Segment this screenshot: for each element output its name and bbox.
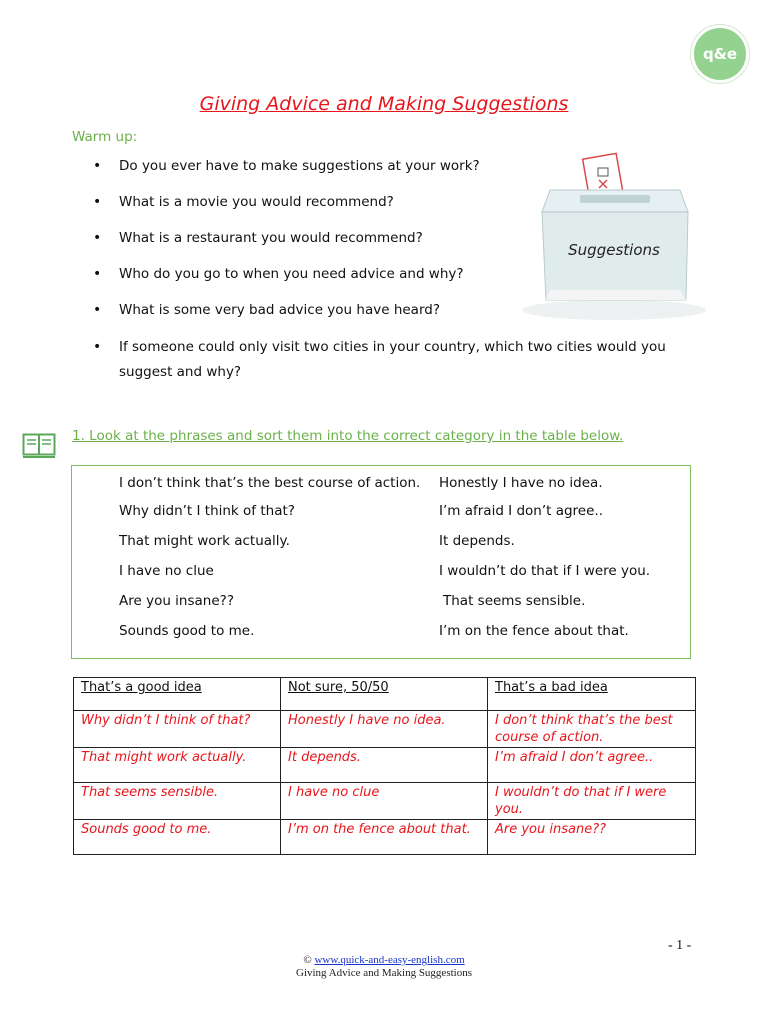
table-cell: Why didn’t I think of that?	[74, 711, 281, 748]
phrase-item: That might work actually.	[119, 533, 290, 549]
suggestion-box-illustration	[520, 150, 708, 325]
table-row	[74, 820, 696, 855]
phrase-item: Honestly I have no idea.	[439, 475, 603, 491]
phrase-item: Sounds good to me.	[119, 623, 255, 639]
phrase-item: Are you insane??	[119, 593, 234, 609]
bullet-icon: •	[93, 230, 102, 246]
website-link[interactable]: www.quick-and-easy-english.com	[314, 954, 465, 966]
qe-logo	[691, 25, 749, 83]
table-cell: That seems sensible.	[74, 783, 281, 820]
warmup-question: • If someone could only visit two cities in your country, which two cities would you suggest and why?	[93, 335, 683, 385]
table-cell: Honestly I have no idea.	[281, 711, 488, 748]
warmup-question: • What is some very bad advice you have heard?	[93, 298, 683, 323]
bullet-icon: •	[93, 194, 102, 210]
table-cell: Sounds good to me.	[74, 820, 281, 855]
table-cell: I’m afraid I don’t agree..	[488, 748, 696, 783]
copyright-symbol: ©	[303, 954, 312, 966]
table-cell: I wouldn’t do that if I were you.	[488, 783, 696, 820]
phrase-item: I’m on the fence about that.	[439, 623, 629, 639]
book-icon	[22, 433, 56, 459]
exercise-instruction: 1. Look at the phrases and sort them into the correct category in the table below.	[72, 428, 624, 444]
bullet-icon: •	[93, 339, 102, 355]
column-header-good: That’s a good idea	[74, 678, 281, 711]
footer-subtitle: Giving Advice and Making Suggestions	[296, 967, 472, 979]
bullet-icon: •	[93, 266, 102, 282]
phrase-item: I wouldn’t do that if I were you.	[439, 563, 651, 579]
warmup-question: • What is a restaurant you would recommend?	[93, 226, 683, 251]
table-cell: I don’t think that’s the best course of action.	[488, 711, 696, 748]
warmup-question: • Who do you go to when you need advice and why?	[93, 262, 683, 287]
answer-table	[73, 677, 696, 855]
page-title: Giving Advice and Making Suggestions	[199, 93, 569, 115]
table-row	[74, 748, 696, 783]
warmup-heading: Warm up:	[72, 129, 138, 145]
table-cell: I’m on the fence about that.	[281, 820, 488, 855]
page-number: - 1 -	[668, 938, 692, 953]
table-row	[74, 783, 696, 820]
phrase-item: Why didn’t I think of that?	[119, 503, 295, 519]
table-cell: That might work actually.	[74, 748, 281, 783]
table-cell: I have no clue	[281, 783, 488, 820]
table-row	[74, 711, 696, 748]
table-cell: It depends.	[281, 748, 488, 783]
phrase-item: I’m afraid I don’t agree..	[439, 503, 603, 519]
table-header-row	[74, 678, 696, 711]
warmup-question: • What is a movie you would recommend?	[93, 190, 683, 215]
phrase-box	[71, 465, 691, 659]
bullet-icon: •	[93, 158, 102, 174]
warmup-question: • Do you ever have to make suggestions at your work?	[93, 154, 683, 179]
phrase-item: I don’t think that’s the best course of action.	[119, 475, 421, 491]
table-cell: Are you insane??	[488, 820, 696, 855]
phrase-item: It depends.	[439, 533, 515, 549]
phrase-item: That seems sensible.	[443, 593, 586, 609]
logo-text: q&e	[703, 45, 737, 63]
column-header-unsure: Not sure, 50/50	[281, 678, 488, 711]
phrase-item: I have no clue	[119, 563, 214, 579]
page-footer	[0, 954, 768, 980]
column-header-bad: That’s a bad idea	[488, 678, 696, 711]
illustration-label: Suggestions	[568, 241, 660, 259]
bullet-icon: •	[93, 302, 102, 318]
